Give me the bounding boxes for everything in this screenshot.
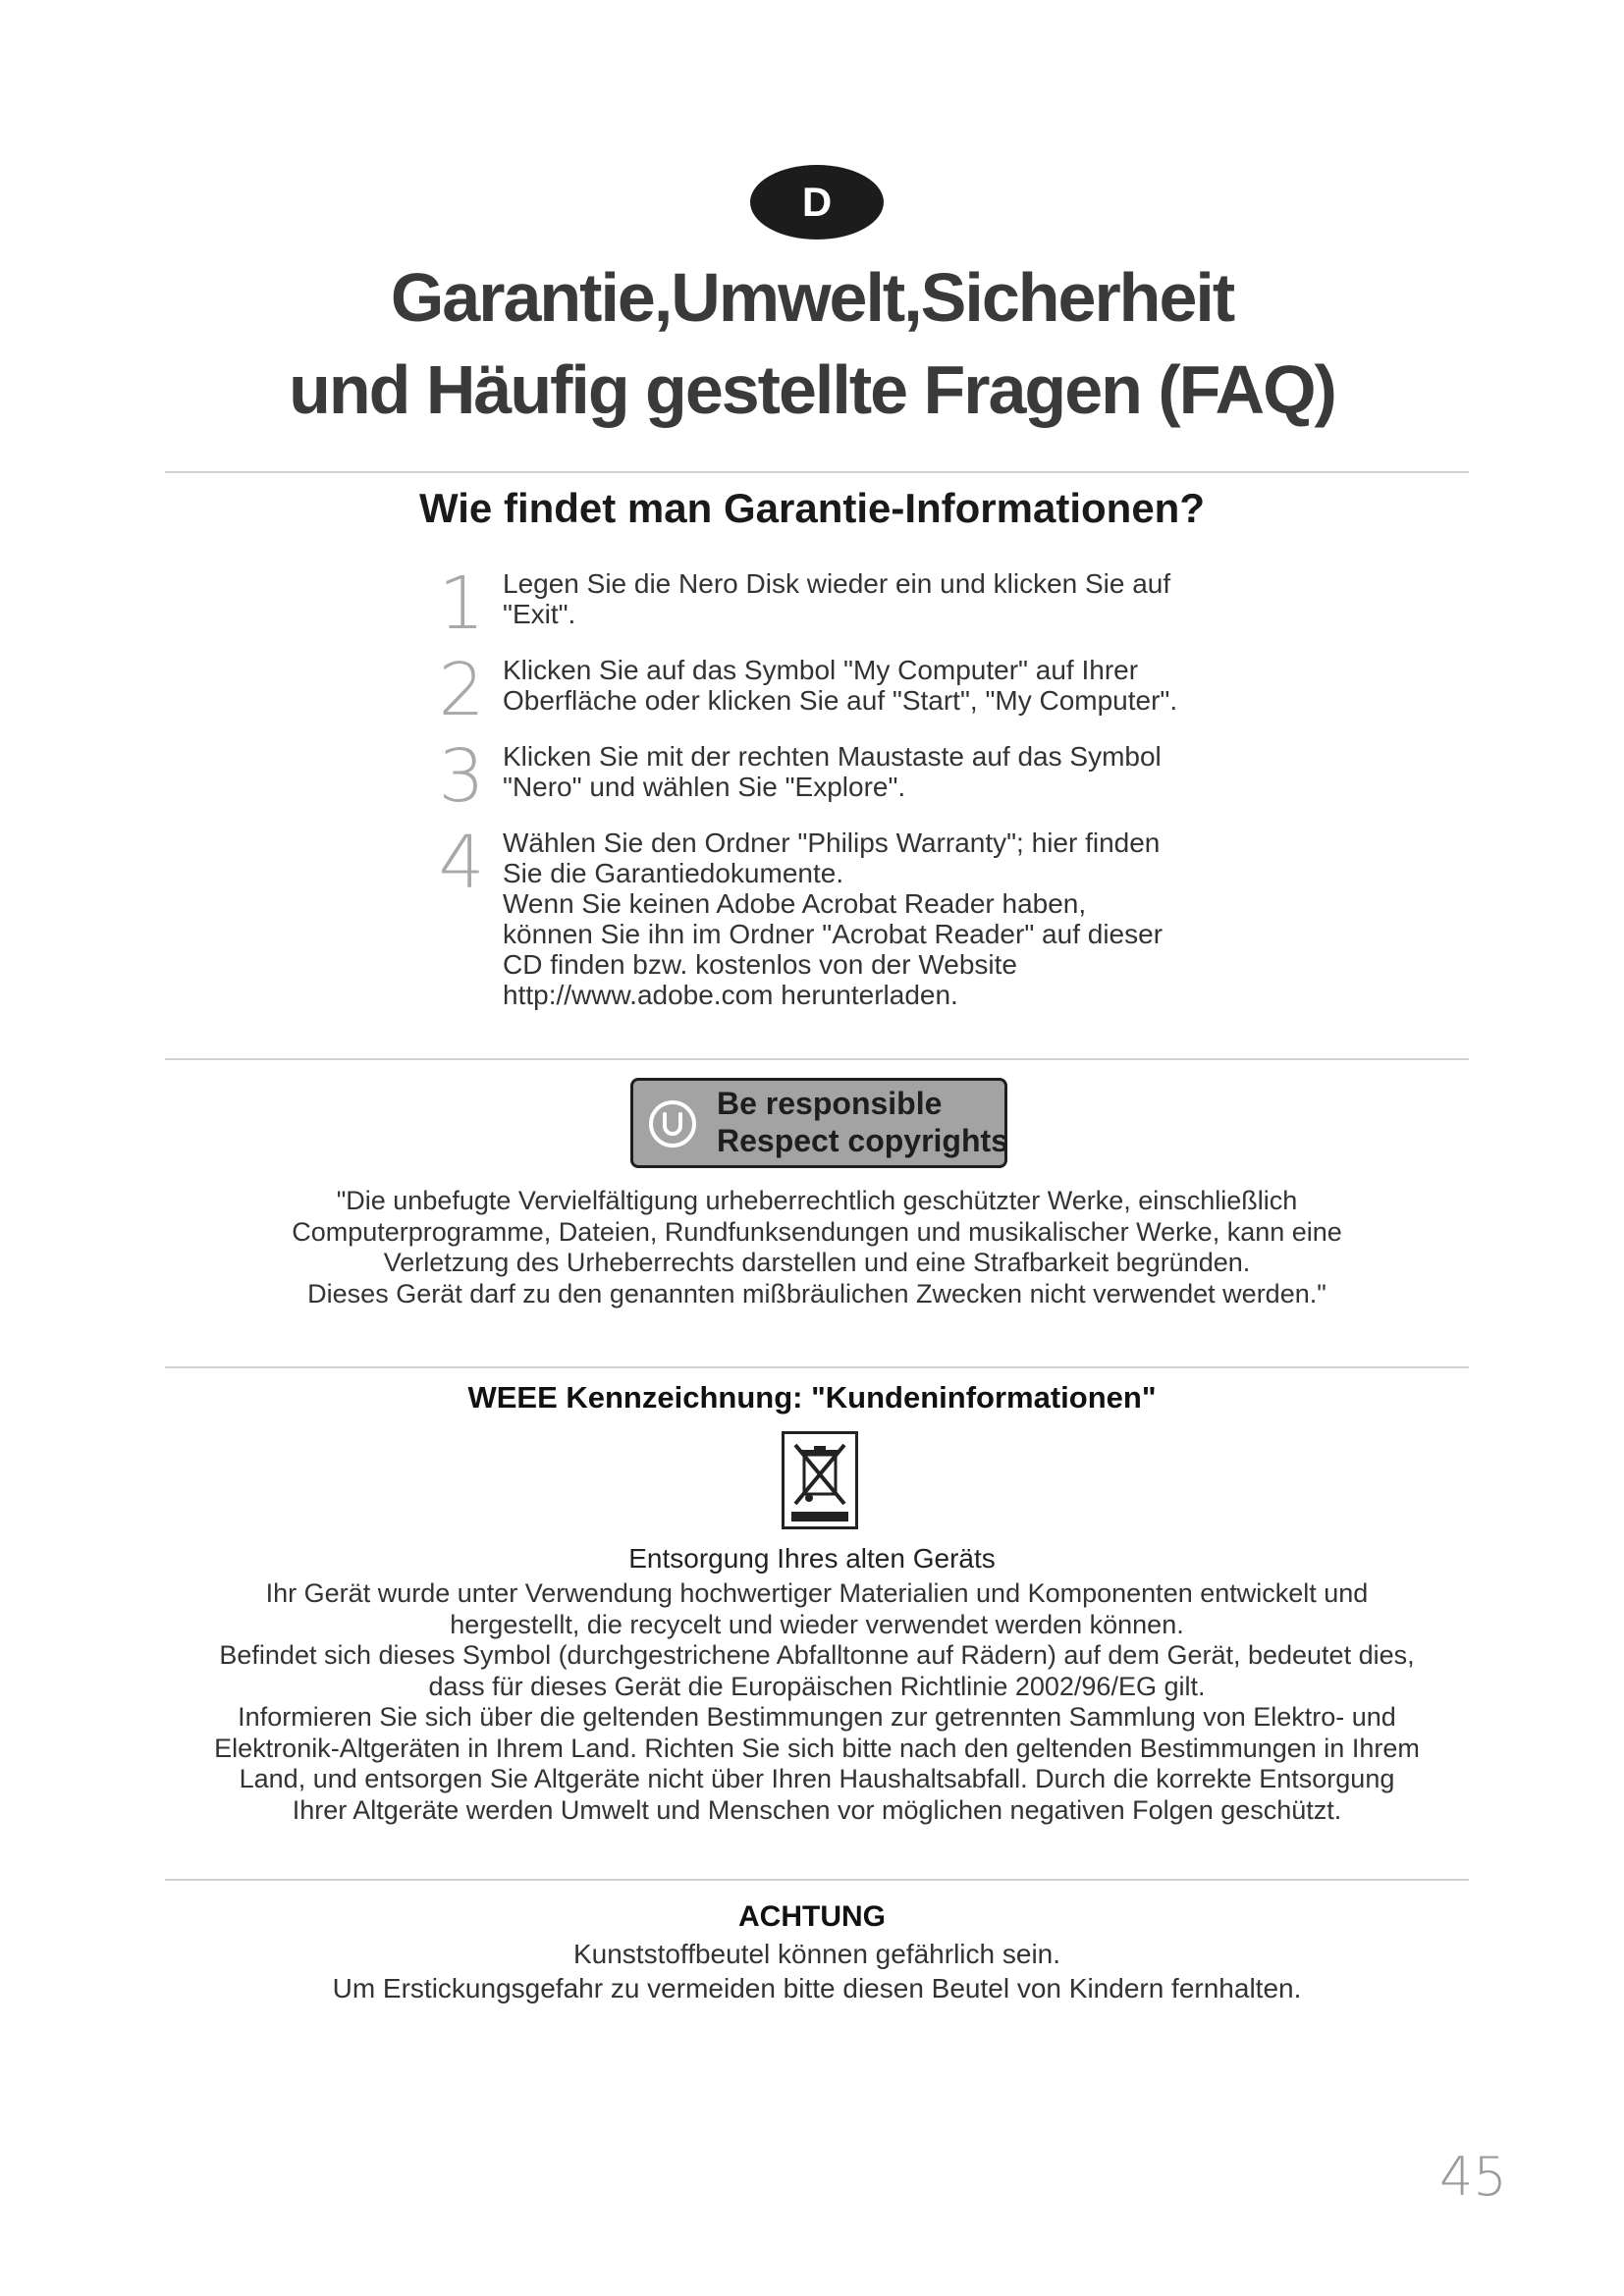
divider <box>165 1058 1469 1060</box>
page-title-line-2: und Häufig gestellte Fragen (FAQ) <box>289 351 1335 428</box>
copyright-u-icon <box>648 1099 697 1148</box>
step-number: 3 <box>438 734 485 819</box>
divider <box>165 471 1469 473</box>
step-number: 2 <box>438 648 485 732</box>
step-text: Klicken Sie mit der rechten Maustaste auf das Symbol "Nero" und wählen Sie "Explore". <box>503 741 1162 802</box>
step-number: 4 <box>438 821 485 905</box>
step-text: Legen Sie die Nero Disk wieder ein und klicken Sie auf "Exit". <box>503 568 1171 629</box>
weee-heading: WEEE Kennzeichnung: "Kundeninformationen" <box>467 1380 1157 1415</box>
caution-heading: ACHTUNG <box>738 1900 886 1933</box>
step-text: Wählen Sie den Ordner "Philips Warranty"; hier finden Sie die Garantiedokumente. Wenn Sie keinen Adobe Acrobat Reader haben, können Sie ihn im Ordner "Acrobat Reader" auf dieser CD finden bzw. kostenlos von der Website http://www.adobe.com herunterladen. <box>503 828 1164 1010</box>
weee-text: Ihr Gerät wurde unter Verwendung hochwertiger Materialien und Komponenten entwickelt und hergestellt, die recycelt und wieder verwendet werden können. Befindet sich dieses Symbol (durchgestrichene Abfalltonne auf Rädern) auf dem Gerät, bedeutet dies, dass für dieses Gerät die Europäischen Richtlinie 2002/96/EG gilt. Informieren Sie sich über die geltenden Bestimmungen zur getrennten Sammlung von Elektro- und Elektronik-Altgeräten in Ihrem Land. Richten Sie sich bitte nach den geltenden Bestimmungen in Ihrem Land, und entsorgen Sie Altgeräte nicht über Ihren Haushaltsabfall. Durch die korrekte Entsorgung Ihrer Altgeräte werden Umwelt und Menschen vor möglichen negativen Folgen geschützt. <box>214 1578 1420 1825</box>
copyright-notice: "Die unbefugte Vervielfältigung urheberrechtlich geschützter Werke, einschließlich Computerprogramme, Dateien, Rundfunksendungen und musikalischer Werke, kann eine Verletzung des Urheberrechts darstellen und eine Strafbarkeit begründen. Dieses Gerät darf zu den genannten mißbräulichen Zwecken nicht verwendet werden." <box>292 1186 1342 1308</box>
step-text: Klicken Sie auf das Symbol "My Computer" auf Ihrer Oberfläche oder klicken Sie auf "Start", "My Computer". <box>503 655 1178 716</box>
caution-text: Kunststoffbeutel können gefährlich sein. Um Erstickungsgefahr zu vermeiden bitte diesen Beutel von Kindern fernhalten. <box>332 1939 1302 2003</box>
divider <box>165 1879 1469 1881</box>
divider <box>165 1366 1469 1368</box>
page-title-line-1: Garantie,Umwelt,Sicherheit <box>390 259 1234 336</box>
language-badge: D <box>750 165 884 240</box>
warranty-heading: Wie findet man Garantie-Informationen? <box>418 485 1205 531</box>
step-number: 1 <box>438 561 485 646</box>
logo-text-line-2: Respect copyrights <box>717 1123 1008 1158</box>
weee-subheading: Entsorgung Ihres alten Geräts <box>628 1543 996 1574</box>
logo-text-line-1: Be responsible <box>717 1086 943 1121</box>
page-number: 45 <box>1439 2146 1507 2208</box>
crossed-out-wheelie-bin-icon <box>782 1431 858 1529</box>
